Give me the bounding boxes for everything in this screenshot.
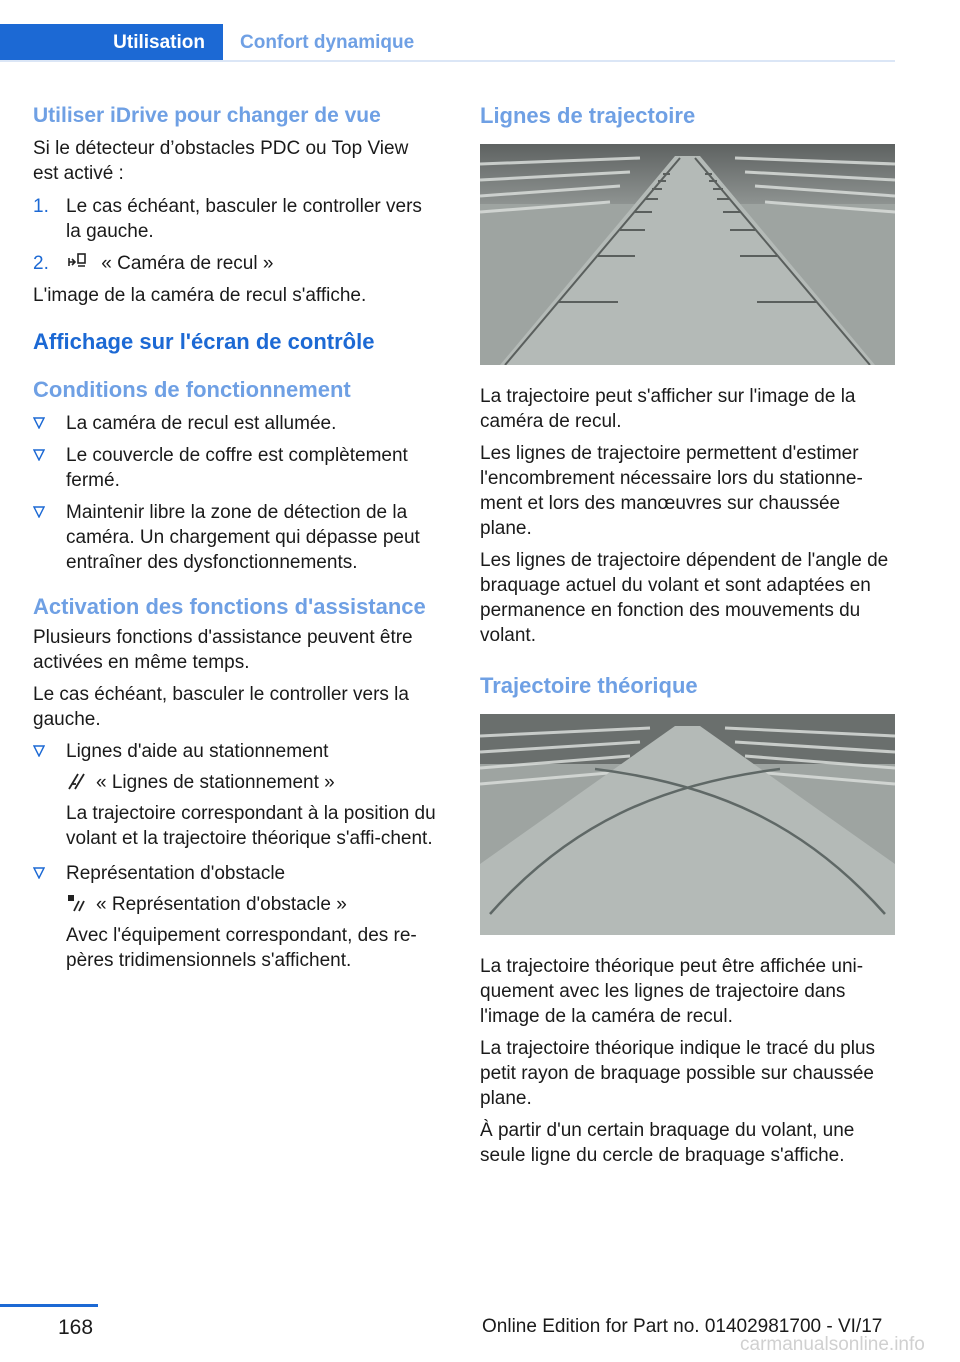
paragraph-plusieurs: Plusieurs fonctions d'assistance peuvent être activées en même temps.	[33, 627, 413, 673]
triangle-bullet-icon	[33, 417, 45, 429]
paragraph-theorique-1: La trajectoire théorique peut être affichée uni-quement avec les lignes de trajectoire dans l'image de la caméra de recul.	[480, 956, 864, 1027]
page-number: 168	[58, 1316, 94, 1339]
tab-confort-dynamique[interactable]: Confort dynamique	[240, 32, 415, 53]
paragraph-pdc: Si le détecteur d’obstacles PDC ou Top View est activé :	[33, 138, 409, 184]
assist-menu	[66, 892, 437, 917]
heading-lignes: Lignes de trajectoire	[480, 103, 696, 128]
triangle-bullet-icon	[33, 867, 45, 879]
condition-text: Maintenir libre la zone de détection de la caméra. Un chargement qui dépasse peut entraîner des dysfonctionnements.	[66, 502, 420, 573]
parking-lines-icon	[66, 771, 88, 791]
assist-desc: Avec l'équipement correspondant, des re-pères tridimensionnels s'affichent.	[66, 925, 417, 971]
paragraph-theorique-2: La trajectoire théorique indique le tracé du plus petit rayon de braquage possible sur chaussée plane.	[480, 1038, 876, 1109]
assist-menu	[66, 770, 437, 795]
paragraph-trajectoire-2: Les lignes de trajectoire permettent d'estimer l'encombrement nécessaire lors du stationne-ment et lors des manœuvres sur chaussée plane.	[480, 443, 863, 539]
assist-desc: La trajectoire correspondant à la position du volant et la trajectoire théorique s'affi-chent.	[66, 803, 436, 849]
header-tabs	[0, 0, 895, 62]
steps-list	[33, 194, 437, 276]
assist-menu-label: « Représentation d'obstacle »	[96, 894, 347, 915]
paragraph-image: L'image de la caméra de recul s'affiche.	[33, 285, 367, 306]
assist-list	[33, 739, 437, 973]
step-2	[33, 251, 437, 276]
list-item	[33, 739, 437, 851]
heading-affichage: Affichage sur l'écran de contrôle	[33, 329, 375, 354]
heading-activation: Activation des fonctions d'assistance	[33, 594, 426, 619]
left-column	[33, 102, 437, 980]
tab-utilisation[interactable]: Utilisation	[0, 24, 223, 62]
step-number: 2.	[33, 253, 49, 274]
condition-text: La caméra de recul est allumée.	[66, 413, 337, 434]
edition-note: Online Edition for Part no. 01402981700 - VI/17	[482, 1316, 883, 1337]
paragraph-trajectoire-1: La trajectoire peut s'afficher sur l'image de la caméra de recul.	[480, 386, 856, 432]
step-text: Le cas échéant, basculer le controller vers la gauche.	[66, 196, 422, 242]
list-item	[33, 411, 437, 436]
assist-title: Lignes d'aide au stationnement	[66, 741, 329, 762]
trajectory-lines-image	[480, 144, 895, 365]
paragraph-trajectoire-3: Les lignes de trajectoire dépendent de l'angle de braquage actuel du volant et sont adaptées en permanence en fonction des mouvements du volant.	[480, 550, 889, 646]
paragraph-cas: Le cas échéant, basculer le controller vers la gauche.	[33, 684, 409, 730]
list-item	[33, 861, 437, 973]
rear-camera-icon	[66, 252, 88, 272]
condition-text: Le couvercle de coffre est complètement fermé.	[66, 445, 408, 491]
assist-menu-label: « Lignes de stationnement »	[96, 772, 335, 793]
right-column	[480, 102, 896, 1175]
watermark: carmanualsonline.info	[740, 1334, 925, 1355]
step-number: 1.	[33, 196, 49, 217]
list-item	[33, 500, 437, 575]
list-item	[33, 443, 437, 493]
step-text: « Caméra de recul »	[101, 253, 274, 274]
obstacle-icon	[66, 893, 88, 913]
heading-theorique: Trajectoire théorique	[480, 673, 698, 698]
heading-conditions: Conditions de fonctionnement	[33, 377, 351, 402]
triangle-bullet-icon	[33, 506, 45, 518]
triangle-bullet-icon	[33, 449, 45, 461]
theoretical-trajectory-image	[480, 714, 895, 935]
triangle-bullet-icon	[33, 745, 45, 757]
header-divider	[0, 60, 895, 62]
assist-title: Représentation d'obstacle	[66, 863, 286, 884]
footer-rule	[0, 1304, 98, 1307]
heading-idrive: Utiliser iDrive pour changer de vue	[33, 104, 381, 127]
conditions-list	[33, 411, 437, 575]
paragraph-theorique-3: À partir d'un certain braquage du volant, une seule ligne du cercle de braquage s'affiche.	[480, 1120, 855, 1166]
step-1	[33, 194, 437, 244]
